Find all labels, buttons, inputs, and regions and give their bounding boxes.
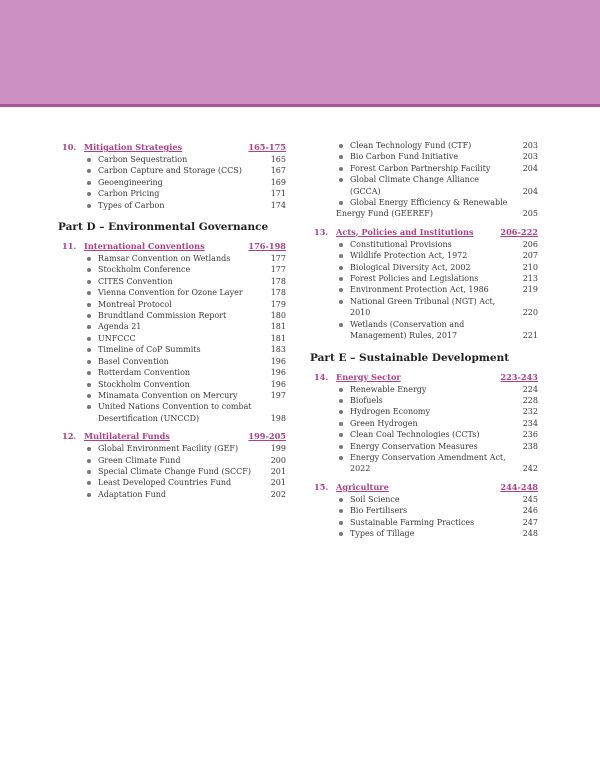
entry-page: 207	[522, 251, 538, 261]
chapter-items	[58, 443, 286, 500]
toc-entry[interactable]	[58, 188, 286, 199]
chapter-number: 15.	[314, 481, 329, 492]
bullet-icon	[87, 447, 91, 451]
bullet-icon	[339, 509, 343, 513]
toc-entry[interactable]	[58, 264, 286, 275]
entry-label: CITES Convention	[98, 276, 173, 286]
bullet-icon	[339, 288, 343, 292]
toc-left-column	[58, 140, 286, 500]
entry-page: 196	[270, 356, 286, 366]
chapter-heading[interactable]	[58, 429, 286, 443]
toc-entry[interactable]	[58, 466, 286, 477]
toc-entry[interactable]	[310, 174, 538, 197]
entry-page: 204	[522, 186, 538, 196]
chapter-items	[58, 154, 286, 211]
entry-label: Environment Protection Act, 1986	[350, 285, 489, 295]
entry-label: Adaptation Fund	[98, 489, 167, 499]
chapter-page-range[interactable]: 223-243	[500, 371, 538, 382]
entry-page: 224	[522, 384, 538, 394]
bullet-icon	[339, 422, 343, 426]
toc-entry[interactable]	[58, 489, 286, 500]
toc-entry[interactable]	[58, 356, 286, 367]
chapter-items	[58, 253, 286, 424]
entry-page: 180	[270, 311, 286, 321]
chapter-page-range[interactable]: 199-205	[248, 431, 286, 442]
entry-page: 181	[270, 333, 286, 343]
bullet-icon	[339, 399, 343, 403]
entry-page: 238	[522, 441, 538, 451]
entry-label: Carbon Sequestration	[98, 155, 188, 164]
entry-label: United Nations Convention to combat Desertification (UNCCD)	[98, 402, 252, 423]
entry-label: Wildlife Protection Act, 1972	[350, 251, 468, 261]
chapter-page-range[interactable]: 244-248	[500, 481, 538, 492]
entry-label: Global Energy Efficiency & Renewable	[350, 198, 508, 208]
bullet-icon	[339, 243, 343, 247]
toc-entry[interactable]	[58, 401, 286, 424]
entry-label: Carbon Capture and Storage (CCS)	[98, 166, 242, 176]
toc-entry[interactable]	[310, 296, 538, 319]
chapter-title[interactable]: Agriculture	[336, 481, 389, 492]
entry-page: 232	[522, 407, 538, 417]
entry-page: 174	[270, 200, 286, 210]
entry-label: Hydrogen Economy	[350, 407, 431, 417]
chapter-number: 13.	[314, 226, 329, 237]
bullet-icon	[87, 360, 91, 364]
entry-label: Brundtland Commission Report	[98, 311, 227, 321]
bullet-icon	[339, 521, 343, 525]
bullet-icon	[339, 144, 343, 148]
entry-page: 165	[270, 155, 286, 164]
toc-entry[interactable]	[310, 517, 538, 528]
bullet-icon	[87, 371, 91, 375]
bullet-icon	[87, 169, 91, 173]
chapter-items	[310, 239, 538, 342]
entry-label: Global Climate Change Alliance (GCCA)	[350, 175, 480, 196]
entry-page: 210	[522, 262, 538, 272]
toc-entry[interactable]	[310, 452, 538, 475]
toc-entry[interactable]	[310, 284, 538, 295]
bullet-icon	[87, 257, 91, 261]
bullet-icon	[339, 178, 343, 182]
entry-page: 171	[270, 189, 286, 199]
bullet-icon	[87, 493, 91, 497]
entry-page: 242	[522, 464, 538, 474]
entry-page: 201	[270, 466, 286, 476]
chapter-heading[interactable]	[310, 370, 538, 384]
bullet-icon	[339, 388, 343, 392]
entry-page: 201	[270, 478, 286, 488]
entry-label: UNFCCC	[98, 333, 136, 343]
chapter-page-range[interactable]: 206-222	[500, 226, 538, 237]
entry-page: 198	[270, 413, 286, 423]
entry-label: Biological Diversity Act, 2002	[350, 262, 471, 272]
toc-entry[interactable]	[310, 151, 538, 162]
entry-page: 177	[270, 265, 286, 275]
entry-label: Clean Coal Technologies (CCTs)	[350, 430, 480, 440]
bullet-icon	[339, 167, 343, 171]
entry-page: 203	[522, 141, 538, 150]
toc-entry[interactable]	[58, 154, 286, 165]
chapter-title[interactable]: International Conventions	[84, 241, 205, 252]
toc-right-column	[310, 140, 538, 539]
bullet-icon	[339, 323, 343, 327]
entry-page: 213	[522, 274, 538, 284]
toc-entry[interactable]	[310, 494, 538, 505]
chapter-page-range[interactable]: 176-198	[248, 241, 286, 252]
entry-page: 178	[270, 288, 286, 298]
bullet-icon	[87, 204, 91, 208]
entry-label: Ramsar Convention on Wetlands	[98, 254, 231, 264]
bullet-icon	[339, 254, 343, 258]
entry-page: 169	[270, 177, 286, 187]
chapter-items	[310, 140, 538, 208]
toc-entry[interactable]	[310, 406, 538, 417]
bullet-icon	[87, 405, 91, 409]
bullet-icon	[339, 201, 343, 205]
entry-label: Forest Carbon Partnership Facility	[350, 163, 491, 173]
entry-label: Clean Technology Fund (CTF)	[350, 141, 472, 150]
entry-page: 199	[270, 444, 286, 454]
entry-label: Soil Science	[350, 494, 400, 504]
entry-page: 219	[522, 285, 538, 295]
bullet-icon	[339, 445, 343, 449]
toc-entry[interactable]	[58, 379, 286, 390]
bullet-icon	[87, 481, 91, 485]
bullet-icon	[339, 155, 343, 159]
entry-page: 205	[522, 209, 538, 219]
toc-entry[interactable]	[310, 250, 538, 261]
bullet-icon	[87, 394, 91, 398]
entry-label: Basel Convention	[98, 356, 169, 366]
entry-label: Wetlands (Conservation and Management) Rules, 2017	[350, 319, 465, 341]
entry-page: 183	[270, 345, 286, 355]
toc-entry[interactable]	[310, 319, 538, 342]
toc-entry[interactable]	[310, 163, 538, 174]
entry-page: 167	[270, 166, 286, 176]
toc-entry[interactable]	[310, 197, 538, 208]
entry-page: 204	[522, 163, 538, 173]
entry-page: 177	[270, 254, 286, 264]
entry-label: Geoengineering	[98, 177, 163, 187]
toc-entry[interactable]	[58, 165, 286, 176]
entry-page: 234	[522, 418, 538, 428]
part-heading: Part E – Sustainable Development	[310, 351, 510, 364]
bullet-icon	[87, 268, 91, 272]
entry-page: 179	[270, 299, 286, 309]
bullet-icon	[339, 277, 343, 281]
chapter-title[interactable]: Multilateral Funds	[84, 431, 170, 442]
entry-page: 247	[522, 517, 538, 527]
toc-entry[interactable]	[310, 140, 538, 151]
entry-page: 202	[270, 489, 286, 499]
toc-entry[interactable]	[58, 253, 286, 264]
bullet-icon	[87, 291, 91, 295]
bullet-icon	[87, 383, 91, 387]
header-band	[0, 0, 600, 104]
entry-label: Stockholm Conference	[98, 265, 191, 275]
chapter-heading[interactable]	[310, 480, 538, 494]
bullet-icon	[339, 456, 343, 460]
toc-entry[interactable]	[310, 418, 538, 429]
bullet-icon	[339, 498, 343, 502]
entry-page: 196	[270, 368, 286, 378]
entry-label: Bio Carbon Fund Initiative	[350, 152, 459, 162]
entry-label: Least Developed Countries Fund	[98, 478, 232, 488]
entry-label: Types of Tillage	[350, 528, 415, 538]
chapter-number: 10.	[62, 142, 77, 152]
toc-entry[interactable]	[58, 333, 286, 344]
entry-label: Green Hydrogen	[350, 418, 418, 428]
entry-label: Carbon Pricing	[98, 189, 160, 199]
entry-page: 197	[270, 390, 286, 400]
entry-page: 220	[522, 308, 538, 318]
chapter-heading[interactable]	[58, 140, 286, 154]
entry-label: Minamata Convention on Mercury	[98, 390, 238, 400]
entry-label: Timeline of CoP Summits	[98, 345, 201, 355]
entry-label: Stockholm Convention	[98, 379, 190, 389]
toc-entry[interactable]	[310, 262, 538, 273]
bullet-icon	[339, 300, 343, 304]
toc-entry[interactable]	[310, 528, 538, 539]
toc-entry[interactable]	[58, 200, 286, 211]
bullet-icon	[87, 192, 91, 196]
bullet-icon	[87, 181, 91, 185]
bullet-icon	[87, 314, 91, 318]
bullet-icon	[339, 266, 343, 270]
chapter-items	[310, 494, 538, 540]
entry-page: 200	[270, 455, 286, 465]
entry-page: 196	[270, 379, 286, 389]
entry-page: 228	[522, 395, 538, 405]
bullet-icon	[339, 532, 343, 536]
entry-page: 181	[270, 322, 286, 332]
chapter-number: 12.	[62, 431, 77, 442]
toc-entry[interactable]	[58, 390, 286, 401]
entry-label: Agenda 21	[98, 322, 142, 332]
toc-entry[interactable]	[310, 384, 538, 395]
entry-page: 221	[522, 331, 538, 341]
toc-entry[interactable]	[310, 239, 538, 250]
bullet-icon	[87, 337, 91, 341]
toc-entry[interactable]	[58, 367, 286, 378]
entry-page: 248	[522, 528, 538, 538]
entry-label: Bio Fertilisers	[350, 506, 408, 516]
toc-entry[interactable]	[310, 208, 538, 219]
toc-entry[interactable]	[310, 429, 538, 440]
toc-entry[interactable]	[310, 273, 538, 284]
entry-label: Energy Fund (GEEREF)	[336, 209, 433, 219]
chapter-heading[interactable]	[310, 225, 538, 239]
bullet-icon	[339, 410, 343, 414]
chapter-title[interactable]: Energy Sector	[336, 371, 401, 382]
entry-page: 203	[522, 152, 538, 162]
toc-entry[interactable]	[58, 321, 286, 332]
entry-page: 178	[270, 276, 286, 286]
chapter-items	[310, 384, 538, 475]
toc-entry[interactable]	[58, 287, 286, 298]
entry-label: National Green Tribunal (NGT) Act, 2010	[350, 296, 496, 318]
entry-label: Green Climate Fund	[98, 455, 181, 465]
toc-entry[interactable]	[58, 299, 286, 310]
toc-entry[interactable]	[58, 443, 286, 454]
entry-label: Biofuels	[350, 395, 383, 405]
bullet-icon	[87, 325, 91, 329]
entry-label: Energy Conservation Measures	[350, 441, 478, 451]
header-band-rule	[0, 104, 600, 107]
bullet-icon	[87, 348, 91, 352]
entry-label: Global Environment Facility (GEF)	[98, 444, 239, 454]
chapter-title[interactable]: Mitigation Strategies	[84, 142, 183, 152]
chapter-page-range[interactable]: 165-175	[248, 142, 286, 152]
chapter-number: 14.	[314, 371, 329, 382]
toc-entry[interactable]	[58, 177, 286, 188]
chapter-title[interactable]: Acts, Policies and Institutions	[336, 226, 474, 237]
entry-label: Renewable Energy	[350, 384, 427, 394]
entry-label: Energy Conservation Amendment Act, 2022	[350, 452, 506, 474]
entry-label: Montreal Protocol	[98, 299, 172, 309]
entry-label: Vienna Convention for Ozone Layer	[98, 288, 243, 298]
chapter-number: 11.	[62, 241, 77, 252]
part-heading: Part D – Environmental Governance	[58, 221, 269, 234]
bullet-icon	[339, 433, 343, 437]
toc-entry[interactable]	[58, 455, 286, 466]
entry-page: 206	[522, 239, 538, 249]
bullet-icon	[87, 459, 91, 463]
toc-entry[interactable]	[310, 441, 538, 452]
toc-entry[interactable]	[58, 276, 286, 287]
bullet-icon	[87, 470, 91, 474]
entry-label: Constitutional Provisions	[350, 239, 452, 249]
entry-page: 236	[522, 430, 538, 440]
entry-label: Forest Policies and Legislations	[350, 274, 479, 284]
bullet-icon	[87, 158, 91, 162]
bullet-icon	[87, 303, 91, 307]
toc-entry[interactable]	[310, 505, 538, 516]
entry-label: Special Climate Change Fund (SCCF)	[98, 466, 251, 476]
toc-entry[interactable]	[310, 395, 538, 406]
bullet-icon	[87, 280, 91, 284]
entry-label: Sustainable Farming Practices	[350, 517, 475, 527]
entry-label: Types of Carbon	[98, 200, 165, 210]
entry-page: 246	[522, 506, 538, 516]
chapter-heading[interactable]	[58, 239, 286, 253]
entry-page: 245	[522, 494, 538, 504]
entry-label: Rotterdam Convention	[98, 368, 191, 378]
toc-entry[interactable]	[58, 344, 286, 355]
toc-entry[interactable]	[58, 310, 286, 321]
toc-entry[interactable]	[58, 477, 286, 488]
